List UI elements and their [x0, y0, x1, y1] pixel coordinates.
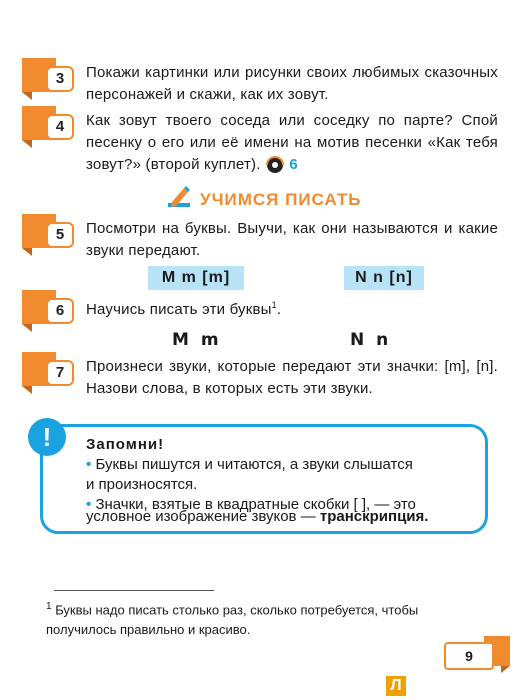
publisher-logo: Л: [386, 676, 406, 696]
remember-title: Запомни!: [86, 436, 165, 453]
cursive-m: M m: [172, 330, 222, 350]
task-number: 7: [46, 360, 74, 386]
task-text-end: .: [276, 301, 282, 318]
task-number: 5: [46, 222, 74, 248]
audio-disc-icon[interactable]: [265, 156, 285, 174]
letter-box-m: M m [m]: [148, 266, 244, 290]
footnote-number: 1: [46, 601, 52, 612]
task-number: 4: [46, 114, 74, 140]
note-line: [86, 506, 476, 528]
section-heading: [168, 186, 361, 213]
footnote: [46, 597, 476, 640]
task-number: 3: [46, 66, 74, 92]
bullet-icon: •: [86, 496, 92, 513]
pencil-icon: [168, 186, 192, 213]
task-text-body: Научись писать эти буквы: [86, 301, 272, 318]
cursive-n: N n: [350, 330, 392, 350]
section-heading-text: УЧИМСЯ ПИСАТЬ: [200, 189, 362, 209]
task-text-body: Как зовут твоего соседа или соседку по парте? Спой песенку о его или её имени на мотив песенки «Как тебя зовут?» (второй куплет).: [86, 112, 498, 173]
task-text: Посмотри на буквы. Выучи, как они называются и какие звуки передают.: [86, 220, 498, 259]
note-line: и произносятся.: [86, 476, 198, 493]
audio-track-number: 6: [289, 156, 298, 173]
note-text: условное изображение звуков —: [86, 508, 316, 525]
note-term: транскрипция.: [319, 508, 429, 525]
page-number: 9: [444, 642, 494, 670]
task-text: Покажи картинки или рисунки своих любимых сказочных персонажей и скажи, как их зовут.: [86, 64, 498, 103]
note-text: Буквы пишутся и читаются, а звуки слышатся: [95, 456, 413, 473]
note-text: Значки, взятые в квадратные скобки [ ], — это: [95, 496, 416, 513]
letter-box-n: N n [n]: [344, 266, 424, 290]
exclamation-icon: !: [28, 418, 66, 456]
task-text: [86, 110, 498, 176]
footnote-mark: 1: [271, 300, 277, 310]
task-text: [86, 294, 498, 321]
footnote-divider: [54, 590, 214, 591]
task-text: Произнеси звуки, которые передают эти значки: [m], [n]. Назови слова, в которых есть эти звуки.: [86, 358, 498, 397]
footnote-text: Буквы надо писать столько раз, сколько потребуется, чтобы получилось правильно и красиво.: [46, 602, 419, 638]
bullet-icon: •: [86, 456, 92, 473]
task-number: 6: [46, 298, 74, 324]
note-line: [86, 454, 476, 476]
